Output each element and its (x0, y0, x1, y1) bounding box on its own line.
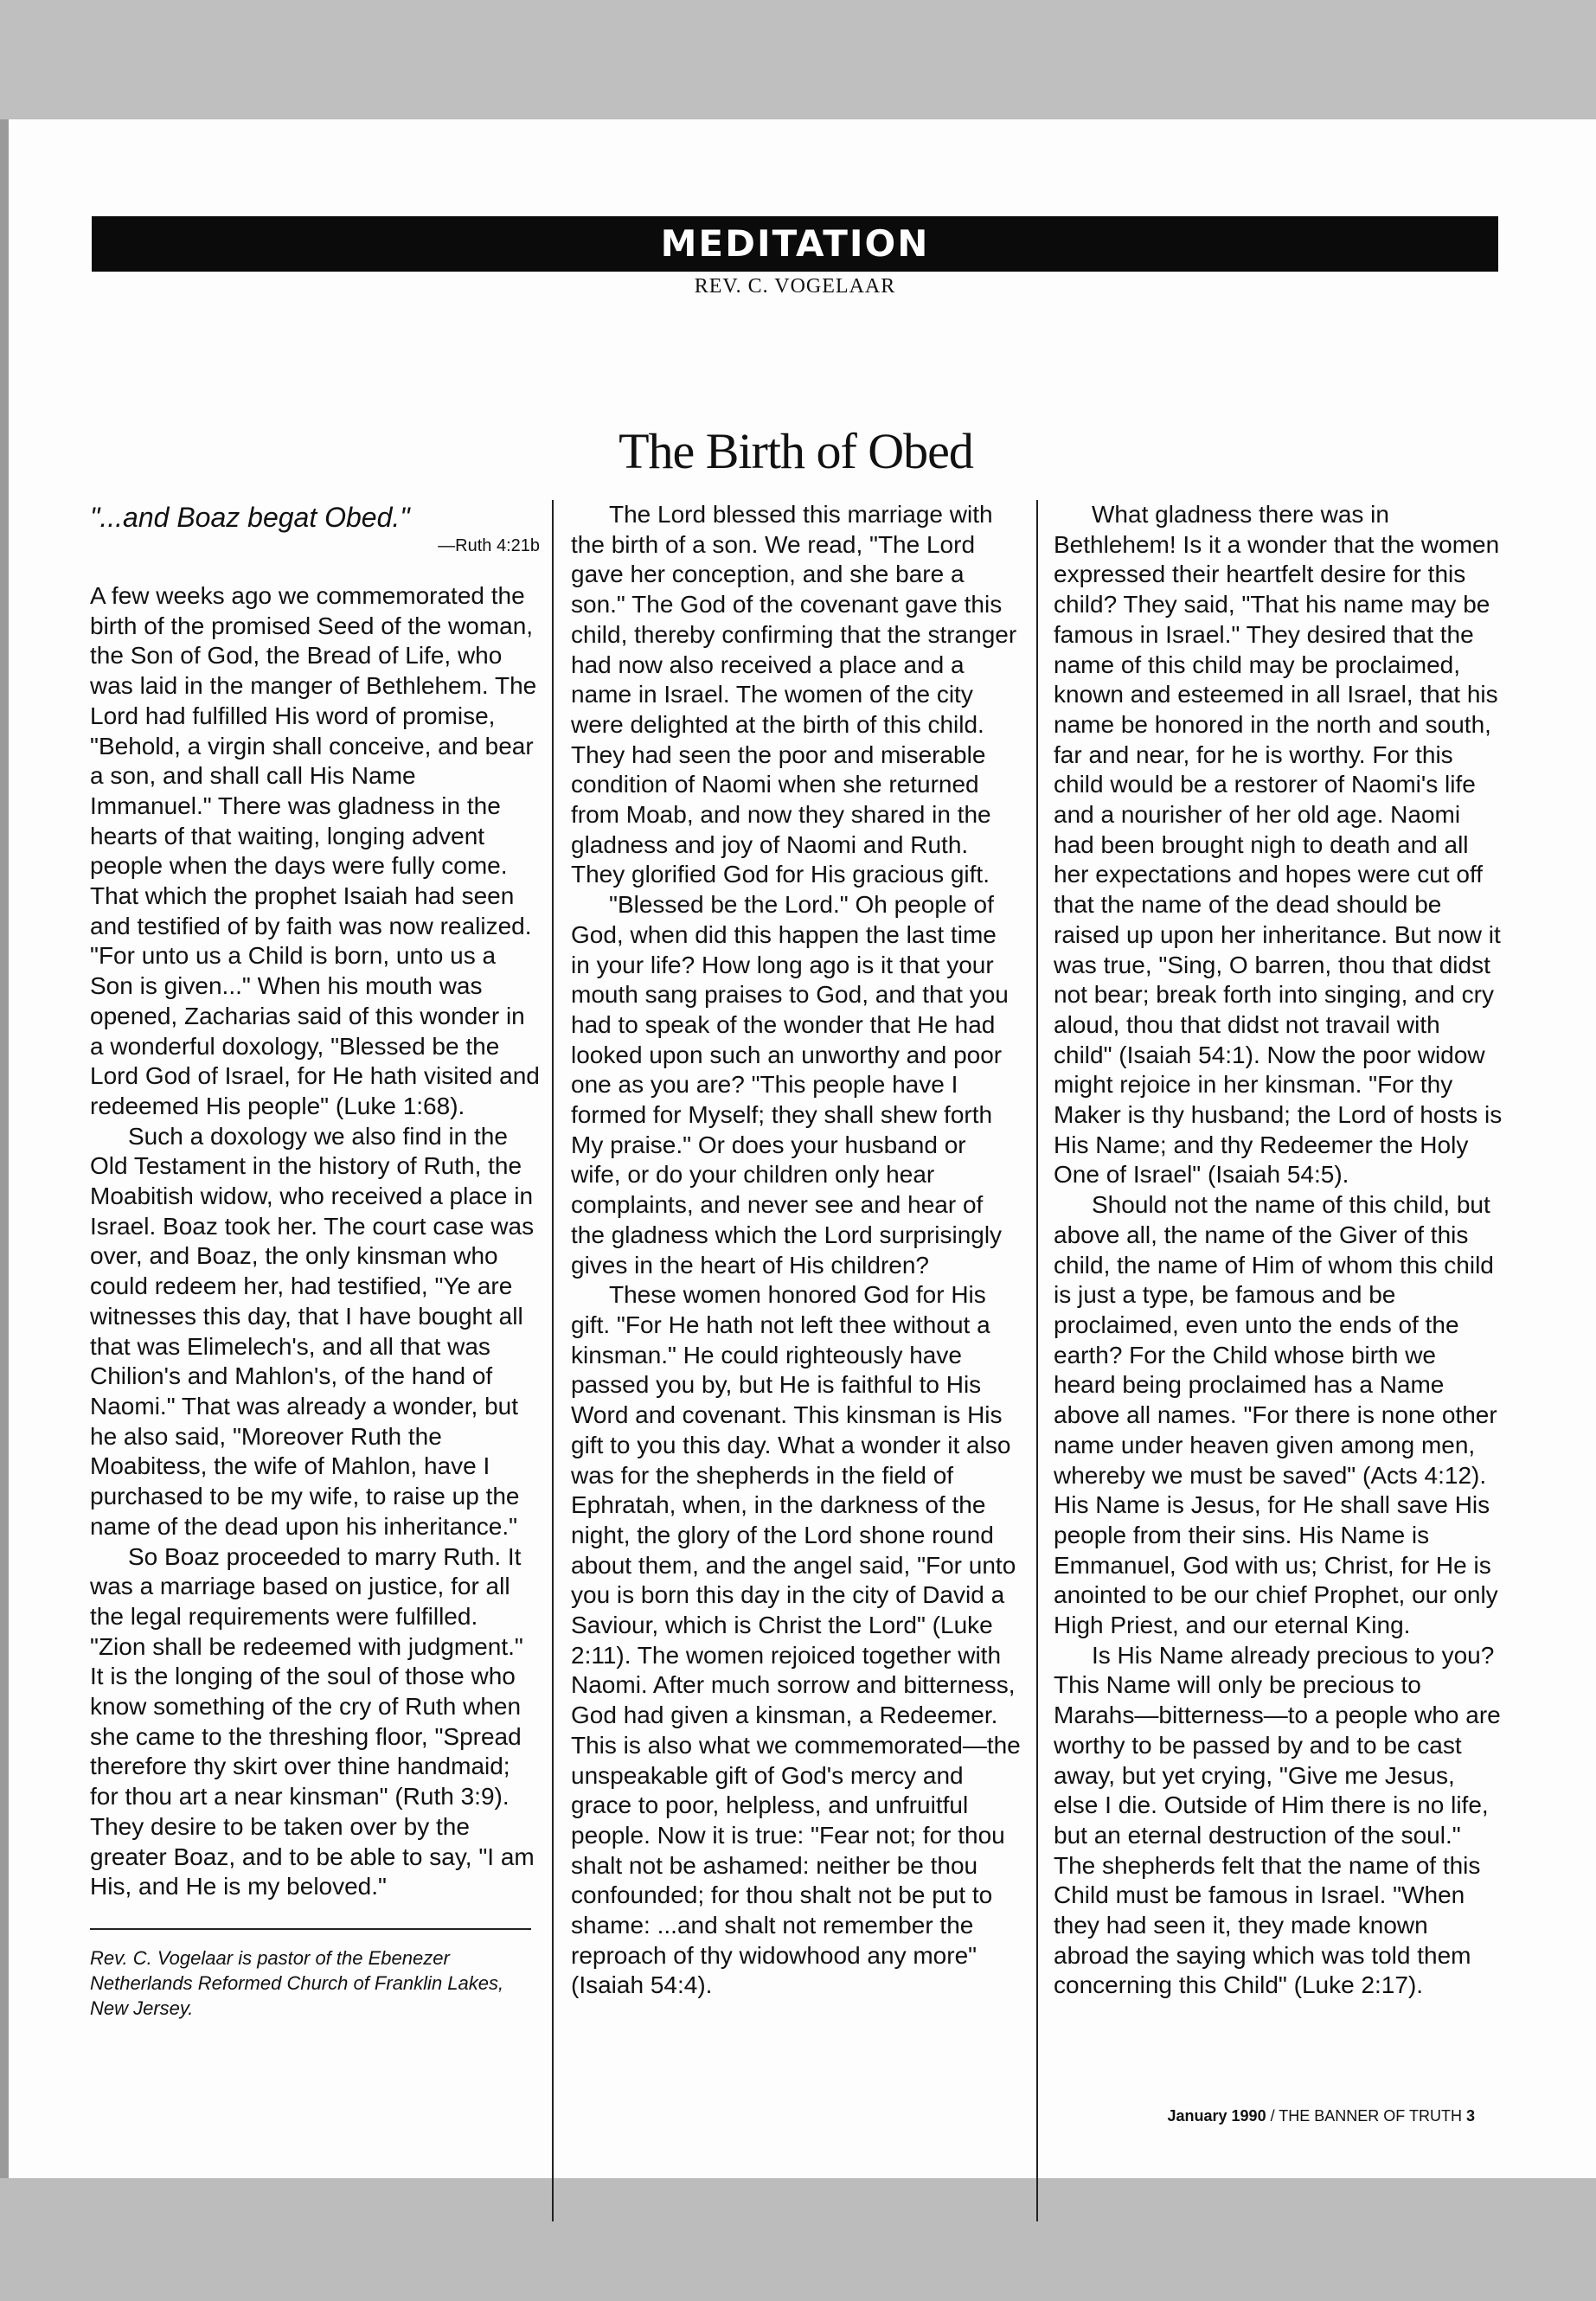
paragraph: Such a doxology we also find in the Old Testament in the history of Ruth, the Moabitish widow, who received a place in Israel. Boaz took her. The court case was over, and Boaz, the only kinsman who could redeem her, had testified, "Ye are witnesses this day, that I have bought all that was Elimelech's, and all that was Chilion's and Mahlon's, of the hand of Naomi." That was already a wonder, but he also said, "Moreover Ruth the Moabitess, the wife of Mahlon, have I purchased to be my wife, to raise up the name of the dead upon his inheritance." (90, 1122, 535, 1540)
footer-date: January 1990 (1167, 2107, 1266, 2125)
paragraph: Is His Name already precious to you? This Name will only be precious to Marahs—bitterness—to a people who are worthy to be passed by and to be cast away, but yet crying, "Give me Jesus, else I die. Outside of Him there is no life, but an eternal destruction of the soul." The shepherds felt that the name of this Child must be famous in Israel. "When they had seen it, they made known abroad the saying which was told them concerning this Child" (Luke 2:17). (1054, 1641, 1501, 1999)
scan-border-bottom (0, 2178, 1596, 2301)
column-2 (571, 500, 1021, 2001)
paragraph: A few weeks ago we commemorated the birth of the promised Seed of the woman, the Son of God, the Bread of Life, who was laid in the manger of Bethlehem. The Lord had fulfilled His word of promise, "Behold, a virgin shall conceive, and bear a son, and shall call His Name Immanuel." There was gladness in the hearts of that waiting, longing advent people when the days were fully come. That which the prophet Isaiah had seen and testified of by faith was now realized. "For unto us a Child is born, unto us a Son is given..." When his mouth was opened, Zacharias said of this wonder in a wonderful doxology, "Blessed be the Lord God of Israel, for He hath visited and redeemed His people" (Luke 1:68). (90, 582, 540, 1119)
column-divider-1 (552, 500, 554, 2221)
footer-publication: / THE BANNER OF TRUTH (1270, 2107, 1462, 2125)
column-3 (1054, 500, 1503, 2001)
paragraph: The Lord blessed this marriage with the birth of a son. We read, "The Lord gave her conception, and she bare a son." The God of the covenant gave this child, thereby confirming that the stranger had now also received a place and a name in Israel. The women of the city were delighted at the birth of this child. They had seen the poor and miserable condition of Naomi when she returned from Moab, and now they shared in the gladness and joy of Naomi and Ruth. They glorified God for His gracious gift. (571, 501, 1017, 888)
section-banner: MEDITATION (92, 216, 1498, 272)
paragraph: Should not the name of this child, but above all, the name of the Giver of this child, the name of Him of whom this child is just a type, be famous and be proclaimed, even unto the ends of the earth? For the Child whose birth we heard being proclaimed has a Name above all names. "For there is none other name under heaven given among men, whereby we must be saved" (Acts 4:12). His Name is Jesus, for He shall save His people from their sins. His Name is Emmanuel, God with us; Christ, for He is anointed to be our chief Prophet, our only High Priest, and our eternal King. (1054, 1191, 1498, 1639)
page-number: 3 (1465, 2107, 1475, 2125)
epigraph-reference: —Ruth 4:21b (438, 536, 540, 555)
paragraph: What gladness there was in Bethlehem! Is it a wonder that the women expressed their heartfelt desire for this child? They said, "That his name may be famous in Israel." They desired that the name of this child may be proclaimed, known and esteemed in all Israel, that his name be honored in the north and south, far and near, for he is worthy. For this child would be a restorer of Naomi's life and a nourisher of her old age. Naomi had been brought nigh to death and all her expectations and hopes were cut off that the name of the dead should be raised up upon her inheritance. But now it was true, "Sing, O barren, thou that didst not bear; break forth into singing, and cry aloud, thou that didst not travail with child" (Isaiah 54:1). Now the poor widow might rejoice in her kinsman. "For thy Maker is thy husband; the Lord of hosts is His Name; and thy Redeemer the Holy One of Israel" (Isaiah 54:5). (1054, 501, 1503, 1189)
page-footer (1168, 2107, 1476, 2125)
epigraph: "...and Boaz begat Obed." (90, 502, 410, 533)
column-divider-2 (1036, 500, 1038, 2221)
paragraph: "Blessed be the Lord." Oh people of God, when did this happen the last time in your life? How long ago is it that your mouth sang praises to God, and that you had to speak of the wonder that He had looked upon such an unworthy and poor one as you are? "This people have I formed for Myself; they shall shew forth My praise." Or does your husband or wife, or do your children only hear complaints, and never see and hear of the gladness which the Lord surprisingly gives in the heart of His children? (571, 891, 1009, 1279)
article-title: The Birth of Obed (619, 423, 973, 479)
author-bio: Rev. C. Vogelaar is pastor of the Ebenezer Netherlands Reformed Church of Franklin Lakes, New Jersey. (90, 1946, 504, 2019)
column-1 (90, 500, 540, 2021)
paragraph: These women honored God for His gift. "For He hath not left thee without a kinsman." He could righteously have passed you by, but He is faithful to His Word and covenant. This kinsman is His gift to you this day. What a wonder it also was for the shepherds in the field of Ephratah, when, in the darkness of the night, the glory of the Lord shone round about them, and the angel said, "For unto you is born this day in the city of David a Saviour, which is Christ the Lord" (Luke 2:11). The women rejoiced together with Naomi. After much sorrow and bitterness, God had given a kinsman, a Redeemer. This is also what we commemorated—the unspeakable gift of God's mercy and grace to poor, helpless, and unfruitful people. Now it is true: "Fear not; for thou shalt not be ashamed: neither be thou confounded; for thou shalt not be put to shame: ...and shalt not remember the reproach of thy widowhood any more" (Isaiah 54:4). (571, 1281, 1021, 1999)
scan-border-left (0, 119, 9, 2178)
author-byline: REV. C. VOGELAAR (694, 275, 896, 298)
scan-border-top (0, 0, 1596, 119)
magazine-page (9, 119, 1596, 2178)
paragraph: So Boaz proceeded to marry Ruth. It was a marriage based on justice, for all the legal requirements were fulfilled. "Zion shall be redeemed with judgment." It is the longing of the soul of those who know something of the cry of Ruth when she came to the threshing floor, "Spread therefore thy skirt over thine handmaid; for thou art a near kinsman" (Ruth 3:9). They desire to be taken over by the greater Boaz, and to be able to say, "I am His, and He is my beloved." (90, 1542, 535, 1900)
author-bio-box (90, 1928, 531, 2021)
